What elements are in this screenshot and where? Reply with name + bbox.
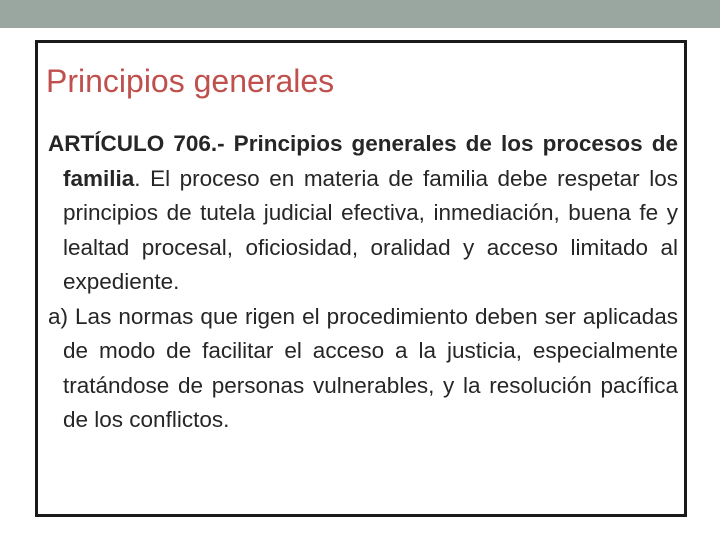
article-text: El proceso en materia de familia debe respetar los principios de tutela judicial efectiva, inmediación, buena fe y lealtad procesal, oficiosidad, oralidad y acceso limitado al expediente. [63, 165, 678, 294]
article-heading: ARTÍCULO 706.- Principios generales de los procesos de familia [48, 131, 678, 191]
content-box [35, 121, 687, 517]
item-a-paragraph: a) Las normas que rigen el procedimiento deben ser aplicadas de modo de facilitar el acceso a la justicia, especialmente tratándose de personas vulnerables, y la resolución pacífica de los conflictos. [48, 303, 678, 432]
slide-title: Principios generales [46, 63, 335, 99]
top-decorative-band [0, 0, 720, 28]
title-box [35, 40, 687, 124]
article-paragraph [48, 127, 678, 300]
article-heading-period: . [134, 165, 141, 191]
content-text [48, 127, 678, 438]
